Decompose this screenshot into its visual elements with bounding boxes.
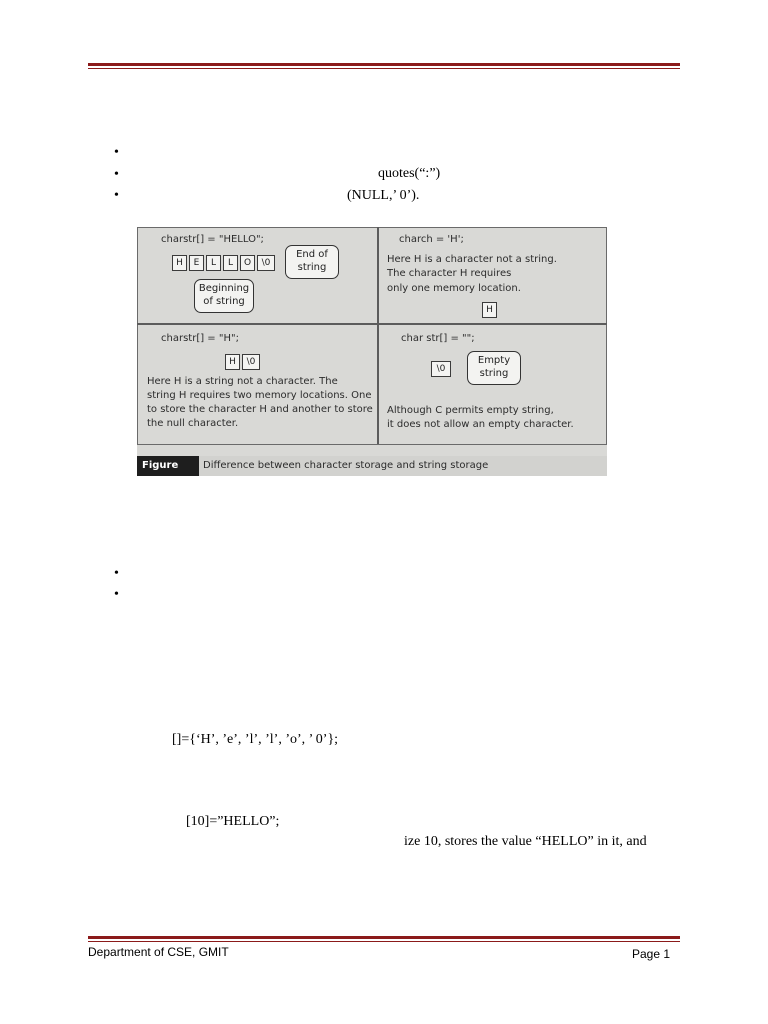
memory-cell: L [223, 255, 238, 271]
bullet-text-null: (NULL,’ 0’). [347, 188, 420, 203]
end-of-string-bubble [285, 245, 339, 279]
memory-cell: \0 [431, 361, 451, 377]
code-string-description: ize 10, stores the value “HELLO” in it, and [404, 834, 647, 849]
bl-declaration: charstr[] = "H"; [161, 333, 239, 344]
br-line: it does not allow an empty character. [387, 419, 574, 430]
memory-cell: H [225, 354, 240, 370]
tr-declaration: charch = 'H'; [399, 234, 464, 245]
memory-cell: E [189, 255, 204, 271]
footer-department: Department of CSE, GMIT [88, 945, 229, 959]
figure-caption-text: Difference between character storage and string storage [203, 460, 489, 471]
br-cell-row [431, 361, 453, 377]
figure-divider-horizontal [137, 323, 607, 325]
bl-cell-row [225, 354, 262, 370]
memory-cell: O [240, 255, 255, 271]
figure-divider-vertical [377, 227, 379, 444]
memory-cell: L [206, 255, 221, 271]
bullet-marker: • [114, 188, 119, 203]
bubble-line: End of [296, 249, 328, 260]
figure-caption-tag: Figure 6.1 [137, 456, 199, 476]
memory-cell: \0 [257, 255, 275, 271]
figure-string-storage [137, 227, 607, 491]
bubble-line: string [479, 368, 509, 379]
br-line: Although C permits empty string, [387, 405, 554, 416]
header-rule [88, 63, 680, 69]
bubble-line: of string [203, 296, 245, 307]
memory-cell: H [482, 302, 497, 318]
beginning-of-string-bubble [194, 279, 254, 313]
bullet-marker: • [114, 167, 119, 182]
bl-line: Here H is a string not a character. The [147, 376, 338, 387]
tl-cell-row [172, 255, 277, 271]
tl-declaration: charstr[] = "HELLO"; [161, 234, 264, 245]
tr-line: Here H is a character not a string. [387, 254, 557, 265]
code-string-init: [10]=”HELLO”; [186, 814, 280, 829]
tr-line: only one memory location. [387, 283, 521, 294]
bubble-line: Beginning [198, 283, 250, 294]
footer-page-number: Page 1 [632, 947, 671, 961]
bl-line: the null character. [147, 418, 239, 429]
memory-cell: \0 [242, 354, 260, 370]
br-declaration: char str[] = ""; [401, 333, 475, 344]
bullet-marker: • [114, 566, 119, 581]
tr-line: The character H requires [387, 268, 512, 279]
bullet-marker: • [114, 587, 119, 602]
memory-cell: H [172, 255, 187, 271]
tr-cell-row [482, 302, 499, 318]
bubble-line: string [297, 262, 327, 273]
bl-line: string H requires two memory locations. One [147, 390, 372, 401]
bullet-text-quotes: quotes(“:”) [378, 166, 441, 181]
bubble-line: Empty [477, 355, 511, 366]
bullet-marker: • [114, 145, 119, 160]
bl-line: to store the character H and another to store [147, 404, 373, 415]
empty-string-bubble [467, 351, 521, 385]
footer-rule [88, 936, 680, 942]
code-char-array-init: []={‘H’, ’e’, ’l’, ’l’, ’o’, ’ 0’}; [172, 732, 339, 747]
